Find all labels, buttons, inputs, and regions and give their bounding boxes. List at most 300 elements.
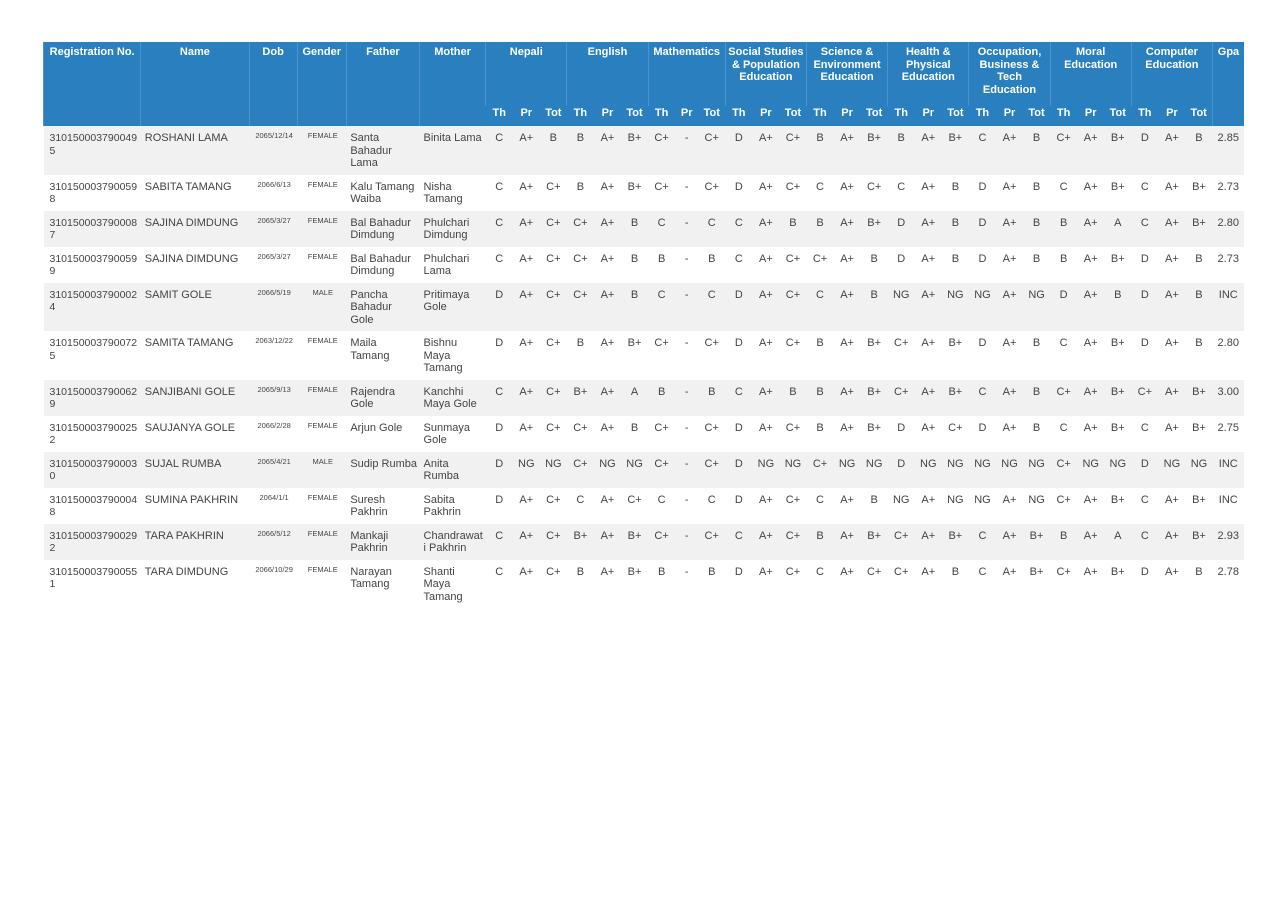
gpa-cell: 3.00 <box>1212 380 1244 416</box>
dob-cell: 2065/3/27 <box>249 211 297 247</box>
gpa-cell: 2.80 <box>1212 211 1244 247</box>
gpa-cell: 2.78 <box>1212 560 1244 609</box>
grade-cell: A+ <box>1158 126 1185 175</box>
grade-cell: NG <box>594 452 621 488</box>
grade-cell: A+ <box>513 488 540 524</box>
grade-cell: A+ <box>1077 488 1104 524</box>
grade-cell: C+ <box>779 247 806 283</box>
grade-cell: B+ <box>1185 416 1212 452</box>
dob-cell: 2065/12/14 <box>249 126 297 175</box>
grade-cell: A+ <box>915 524 942 560</box>
results-table <box>43 42 1244 608</box>
grade-cell: C <box>806 283 833 332</box>
grade-cell: B <box>806 126 833 175</box>
grade-cell: B+ <box>1104 380 1131 416</box>
grade-cell: A+ <box>1077 560 1104 609</box>
grade-cell: A+ <box>513 175 540 211</box>
grade-cell: B <box>648 560 675 609</box>
grade-cell: C <box>806 560 833 609</box>
subheader-th: Th <box>1131 106 1158 126</box>
grade-cell: NG <box>834 452 861 488</box>
grade-cell: C+ <box>648 331 675 380</box>
grade-cell: B <box>1023 211 1050 247</box>
grade-cell: A+ <box>1077 247 1104 283</box>
grade-cell: A+ <box>1158 524 1185 560</box>
grade-cell: C <box>486 126 513 175</box>
grade-cell: B+ <box>1185 380 1212 416</box>
header-subject-occupation: Occupation, Business & Tech Education <box>969 42 1050 106</box>
grade-cell: B <box>806 524 833 560</box>
grade-cell: A+ <box>915 283 942 332</box>
gender-cell: FEMALE <box>297 380 346 416</box>
grade-cell: B+ <box>1023 524 1050 560</box>
subheader-th: Th <box>806 106 833 126</box>
grade-cell: C <box>486 524 513 560</box>
dob-cell: 2066/5/19 <box>249 283 297 332</box>
grade-cell: C+ <box>698 452 725 488</box>
grade-cell: - <box>675 524 698 560</box>
grade-cell: NG <box>1023 283 1050 332</box>
grade-cell: B+ <box>1104 175 1131 211</box>
grade-cell: B <box>861 283 888 332</box>
grade-cell: B+ <box>1185 524 1212 560</box>
grade-cell: B+ <box>1185 488 1212 524</box>
grade-cell: B+ <box>621 331 648 380</box>
grade-cell: C+ <box>698 524 725 560</box>
grade-cell: A+ <box>834 211 861 247</box>
grade-cell: C <box>486 211 513 247</box>
grade-cell: NG <box>942 488 969 524</box>
grade-cell: C <box>698 488 725 524</box>
grade-cell: A+ <box>1158 247 1185 283</box>
subheader-pr: Pr <box>1077 106 1104 126</box>
gender-cell: FEMALE <box>297 416 346 452</box>
grade-cell: C+ <box>698 416 725 452</box>
father-cell: Pancha Bahadur Gole <box>346 283 419 332</box>
grade-cell: C+ <box>540 524 567 560</box>
grade-cell: C <box>725 380 752 416</box>
gpa-cell: 2.85 <box>1212 126 1244 175</box>
grade-cell: C <box>567 488 594 524</box>
grade-cell: A+ <box>915 380 942 416</box>
grade-cell: A+ <box>834 524 861 560</box>
gpa-cell: INC <box>1212 283 1244 332</box>
subheader-tot: Tot <box>1104 106 1131 126</box>
grade-cell: D <box>486 331 513 380</box>
grade-cell: C+ <box>1050 126 1077 175</box>
registration-no-cell: 3101500037900024 <box>44 283 141 332</box>
grade-cell: B+ <box>861 126 888 175</box>
grade-cell: A+ <box>594 416 621 452</box>
header-subject-moral: Moral Education <box>1050 42 1131 106</box>
gender-cell: FEMALE <box>297 211 346 247</box>
grade-cell: NG <box>621 452 648 488</box>
dob-cell: 2066/5/12 <box>249 524 297 560</box>
grade-cell: D <box>1131 560 1158 609</box>
grade-cell: A <box>1104 211 1131 247</box>
grade-cell: A+ <box>752 524 779 560</box>
grade-cell: B <box>942 211 969 247</box>
grade-cell: C+ <box>648 524 675 560</box>
grade-cell: B+ <box>1104 416 1131 452</box>
grade-cell: C+ <box>540 560 567 609</box>
grade-cell: C+ <box>1050 452 1077 488</box>
grade-cell: B <box>1050 524 1077 560</box>
gpa-cell: 2.93 <box>1212 524 1244 560</box>
grade-cell: A+ <box>834 283 861 332</box>
grade-cell: D <box>969 247 996 283</box>
registration-no-cell: 3101500037900725 <box>44 331 141 380</box>
header-registration-no: Registration No. <box>44 42 141 126</box>
grade-cell: A+ <box>752 380 779 416</box>
grade-cell: A+ <box>915 488 942 524</box>
grade-cell: C+ <box>888 524 915 560</box>
grade-cell: - <box>675 560 698 609</box>
grade-cell: B <box>806 380 833 416</box>
grade-cell: D <box>969 331 996 380</box>
grade-cell: A+ <box>513 416 540 452</box>
registration-no-cell: 3101500037900629 <box>44 380 141 416</box>
grade-cell: C+ <box>779 416 806 452</box>
table-row <box>44 126 1245 175</box>
grade-cell: A+ <box>1158 211 1185 247</box>
grade-cell: A+ <box>1158 175 1185 211</box>
result-sheet <box>43 42 1244 608</box>
grade-cell: C+ <box>698 331 725 380</box>
grade-cell: B <box>942 247 969 283</box>
grade-cell: A+ <box>1077 524 1104 560</box>
father-cell: Narayan Tamang <box>346 560 419 609</box>
header-father: Father <box>346 42 419 126</box>
subheader-tot: Tot <box>621 106 648 126</box>
grade-cell: C+ <box>648 126 675 175</box>
grade-cell: A+ <box>996 247 1023 283</box>
grade-cell: B+ <box>942 380 969 416</box>
grade-cell: A+ <box>996 283 1023 332</box>
name-cell: TARA PAKHRIN <box>141 524 249 560</box>
grade-cell: NG <box>752 452 779 488</box>
grade-cell: A+ <box>752 560 779 609</box>
mother-cell: Sunmaya Gole <box>420 416 486 452</box>
gender-cell: FEMALE <box>297 247 346 283</box>
grade-cell: C <box>648 488 675 524</box>
grade-cell: C <box>725 524 752 560</box>
grade-cell: D <box>1131 126 1158 175</box>
mother-cell: Kanchhi Maya Gole <box>420 380 486 416</box>
grade-cell: A+ <box>594 211 621 247</box>
grade-cell: B <box>1023 126 1050 175</box>
grade-cell: A+ <box>513 283 540 332</box>
grade-cell: A+ <box>594 126 621 175</box>
grade-cell: A+ <box>752 331 779 380</box>
gpa-cell: 2.73 <box>1212 247 1244 283</box>
table-row <box>44 283 1245 332</box>
grade-cell: B+ <box>1185 211 1212 247</box>
grade-cell: A+ <box>752 126 779 175</box>
grade-cell: NG <box>888 283 915 332</box>
father-cell: Suresh Pakhrin <box>346 488 419 524</box>
grade-cell: - <box>675 380 698 416</box>
grade-cell: D <box>888 211 915 247</box>
grade-cell: - <box>675 126 698 175</box>
grade-cell: D <box>888 416 915 452</box>
grade-cell: C+ <box>621 488 648 524</box>
grade-cell: D <box>725 126 752 175</box>
grade-cell: C+ <box>698 126 725 175</box>
grade-cell: B+ <box>861 211 888 247</box>
grade-cell: B <box>806 331 833 380</box>
grade-cell: A+ <box>594 524 621 560</box>
registration-no-cell: 3101500037900048 <box>44 488 141 524</box>
grade-cell: B+ <box>861 380 888 416</box>
grade-cell: A+ <box>996 380 1023 416</box>
gender-cell: MALE <box>297 452 346 488</box>
grade-cell: A+ <box>1158 331 1185 380</box>
grade-cell: D <box>725 488 752 524</box>
grade-cell: NG <box>779 452 806 488</box>
gender-cell: FEMALE <box>297 175 346 211</box>
table-row <box>44 331 1245 380</box>
header-gpa: Gpa <box>1212 42 1244 126</box>
grade-cell: B <box>779 211 806 247</box>
grade-cell: - <box>675 452 698 488</box>
grade-cell: C <box>1131 416 1158 452</box>
grade-cell: A+ <box>594 331 621 380</box>
table-row <box>44 452 1245 488</box>
name-cell: SAJINA DIMDUNG <box>141 247 249 283</box>
grade-cell: A+ <box>1158 283 1185 332</box>
grade-cell: D <box>725 331 752 380</box>
subheader-pr: Pr <box>594 106 621 126</box>
grade-cell: B+ <box>621 126 648 175</box>
grade-cell: D <box>1131 331 1158 380</box>
grade-cell: C+ <box>567 452 594 488</box>
grade-cell: C+ <box>779 524 806 560</box>
grade-cell: C+ <box>1050 488 1077 524</box>
grade-cell: A+ <box>513 380 540 416</box>
grade-cell: NG <box>888 488 915 524</box>
grade-cell: B+ <box>621 560 648 609</box>
father-cell: Arjun Gole <box>346 416 419 452</box>
grade-cell: D <box>486 283 513 332</box>
grade-cell: NG <box>1077 452 1104 488</box>
header-mother: Mother <box>420 42 486 126</box>
grade-cell: C+ <box>540 247 567 283</box>
grade-cell: A+ <box>996 416 1023 452</box>
name-cell: SAMITA TAMANG <box>141 331 249 380</box>
subheader-th: Th <box>486 106 513 126</box>
grade-cell: C+ <box>648 452 675 488</box>
dob-cell: 2066/6/13 <box>249 175 297 211</box>
grade-cell: A+ <box>752 175 779 211</box>
table-row <box>44 524 1245 560</box>
grade-cell: B <box>1050 211 1077 247</box>
grade-cell: A+ <box>752 247 779 283</box>
father-cell: Santa Bahadur Lama <box>346 126 419 175</box>
grade-cell: C+ <box>888 560 915 609</box>
grade-cell: A+ <box>594 247 621 283</box>
mother-cell: Nisha Tamang <box>420 175 486 211</box>
grade-cell: NG <box>1023 488 1050 524</box>
grade-cell: C <box>806 175 833 211</box>
grade-cell: C+ <box>888 331 915 380</box>
grade-cell: B+ <box>621 175 648 211</box>
grade-cell: C+ <box>540 175 567 211</box>
registration-no-cell: 3101500037900551 <box>44 560 141 609</box>
subheader-th: Th <box>725 106 752 126</box>
grade-cell: C+ <box>861 175 888 211</box>
grade-cell: A+ <box>513 331 540 380</box>
subheader-pr: Pr <box>675 106 698 126</box>
grade-cell: B <box>1185 126 1212 175</box>
grade-cell: NG <box>942 452 969 488</box>
dob-cell: 2066/2/28 <box>249 416 297 452</box>
grade-cell: C+ <box>806 247 833 283</box>
grade-cell: - <box>675 488 698 524</box>
grade-cell: B+ <box>1104 247 1131 283</box>
mother-cell: Pritimaya Gole <box>420 283 486 332</box>
grade-cell: C <box>486 380 513 416</box>
grade-cell: NG <box>969 488 996 524</box>
grade-cell: D <box>969 175 996 211</box>
grade-cell: C+ <box>779 175 806 211</box>
grade-cell: B+ <box>621 524 648 560</box>
grade-cell: A+ <box>1158 416 1185 452</box>
grade-cell: A+ <box>915 331 942 380</box>
grade-cell: B <box>648 247 675 283</box>
grade-cell: D <box>486 452 513 488</box>
grade-cell: B <box>942 175 969 211</box>
father-cell: Bal Bahadur Dimdung <box>346 247 419 283</box>
grade-cell: C <box>806 488 833 524</box>
grade-cell: A+ <box>1158 380 1185 416</box>
subheader-th: Th <box>969 106 996 126</box>
name-cell: TARA DIMDUNG <box>141 560 249 609</box>
grade-cell: - <box>675 211 698 247</box>
grade-cell: A+ <box>915 126 942 175</box>
table-row <box>44 211 1245 247</box>
mother-cell: Bishnu Maya Tamang <box>420 331 486 380</box>
grade-cell: A+ <box>996 211 1023 247</box>
grade-cell: A+ <box>915 247 942 283</box>
grade-cell: A+ <box>915 175 942 211</box>
header-subject-science: Science & Environment Education <box>806 42 887 106</box>
grade-cell: B <box>1185 283 1212 332</box>
grade-cell: C <box>888 175 915 211</box>
subheader-pr: Pr <box>513 106 540 126</box>
grade-cell: C+ <box>779 560 806 609</box>
grade-cell: B+ <box>567 524 594 560</box>
grade-cell: C+ <box>540 331 567 380</box>
registration-no-cell: 3101500037900495 <box>44 126 141 175</box>
grade-cell: A+ <box>834 175 861 211</box>
grade-cell: C <box>1050 416 1077 452</box>
name-cell: SAMIT GOLE <box>141 283 249 332</box>
subheader-th: Th <box>1050 106 1077 126</box>
grade-cell: C <box>486 247 513 283</box>
grade-cell: C+ <box>540 211 567 247</box>
table-row <box>44 175 1245 211</box>
gpa-cell: 2.73 <box>1212 175 1244 211</box>
mother-cell: Shanti Maya Tamang <box>420 560 486 609</box>
grade-cell: A+ <box>752 211 779 247</box>
name-cell: SANJIBANI GOLE <box>141 380 249 416</box>
grade-cell: B <box>1050 247 1077 283</box>
grade-cell: B <box>861 247 888 283</box>
grade-cell: B+ <box>1104 331 1131 380</box>
grade-cell: C+ <box>567 247 594 283</box>
subheader-pr: Pr <box>752 106 779 126</box>
grade-cell: - <box>675 283 698 332</box>
grade-cell: - <box>675 247 698 283</box>
grade-cell: NG <box>969 283 996 332</box>
grade-cell: B+ <box>567 380 594 416</box>
subheader-th: Th <box>888 106 915 126</box>
header-subject-computer: Computer Education <box>1131 42 1212 106</box>
grade-cell: A+ <box>594 175 621 211</box>
grade-cell: B <box>621 416 648 452</box>
grade-cell: NG <box>540 452 567 488</box>
dob-cell: 2065/3/27 <box>249 247 297 283</box>
subheader-tot: Tot <box>1185 106 1212 126</box>
table-header <box>44 42 1245 126</box>
subheader-tot: Tot <box>779 106 806 126</box>
grade-cell: B+ <box>1104 488 1131 524</box>
grade-cell: - <box>675 331 698 380</box>
mother-cell: Sabita Pakhrin <box>420 488 486 524</box>
grade-cell: D <box>888 452 915 488</box>
grade-cell: B <box>806 211 833 247</box>
grade-cell: C+ <box>540 380 567 416</box>
grade-cell: D <box>486 416 513 452</box>
grade-cell: D <box>725 452 752 488</box>
grade-cell: A+ <box>834 380 861 416</box>
grade-cell: A+ <box>834 126 861 175</box>
grade-cell: B <box>888 126 915 175</box>
subheader-th: Th <box>648 106 675 126</box>
grade-cell: - <box>675 416 698 452</box>
name-cell: SUJAL RUMBA <box>141 452 249 488</box>
grade-cell: B <box>621 247 648 283</box>
grade-cell: C <box>1131 175 1158 211</box>
grade-cell: B <box>1185 560 1212 609</box>
table-row <box>44 560 1245 609</box>
grade-cell: B <box>806 416 833 452</box>
grade-cell: A+ <box>752 283 779 332</box>
grade-cell: C <box>698 283 725 332</box>
grade-cell: C <box>969 380 996 416</box>
grade-cell: C <box>648 283 675 332</box>
subheader-th: Th <box>567 106 594 126</box>
father-cell: Maila Tamang <box>346 331 419 380</box>
grade-cell: D <box>1050 283 1077 332</box>
gender-cell: FEMALE <box>297 524 346 560</box>
grade-cell: A+ <box>1077 331 1104 380</box>
grade-cell: B <box>567 126 594 175</box>
dob-cell: 2066/10/29 <box>249 560 297 609</box>
registration-no-cell: 3101500037900087 <box>44 211 141 247</box>
grade-cell: D <box>725 416 752 452</box>
grade-cell: D <box>969 211 996 247</box>
grade-cell: A+ <box>1077 416 1104 452</box>
grade-cell: C <box>486 560 513 609</box>
grade-cell: B <box>621 211 648 247</box>
gpa-cell: 2.75 <box>1212 416 1244 452</box>
grade-cell: A+ <box>1077 211 1104 247</box>
name-cell: SABITA TAMANG <box>141 175 249 211</box>
subheader-pr: Pr <box>1158 106 1185 126</box>
father-cell: Mankaji Pakhrin <box>346 524 419 560</box>
